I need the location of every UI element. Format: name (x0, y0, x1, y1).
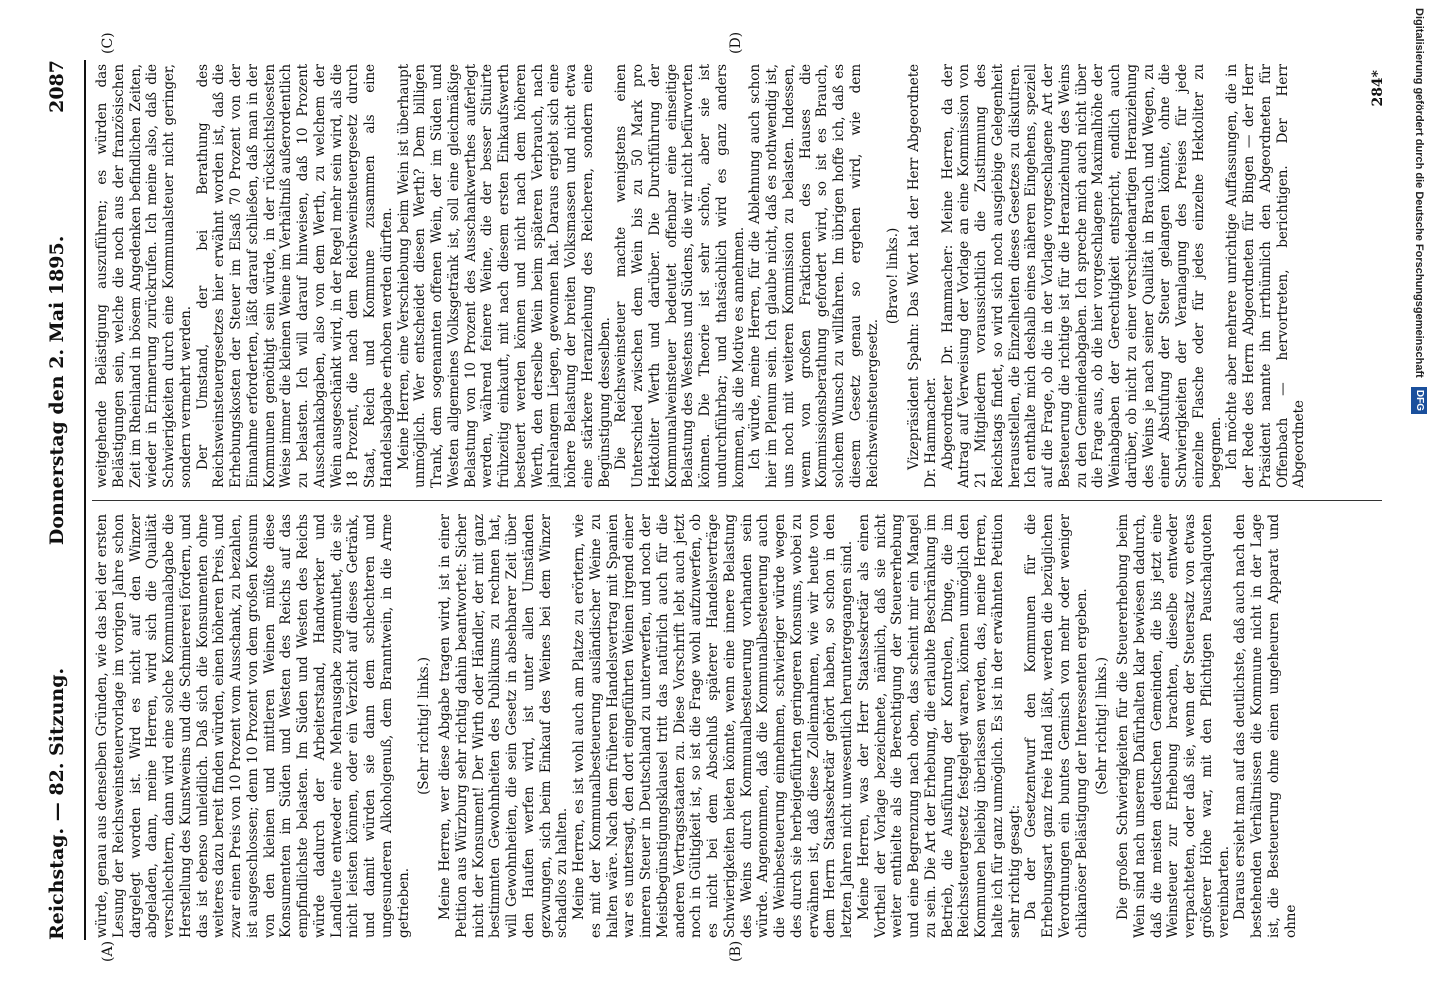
paragraph: Der Umstand, der bei Berathung des Reichsweinsteuergesetzes hier erwähnt worden ist, daß die Erhebungskosten der Steuer im Elsaß 70 Prozent von der Einnahme erforderten, läßt darauf schließen, daß man in der Kommunen genöthigt sein würde, in der rücksichtslosesten Weise immer die kleinen Weine im Verhältniß außerordentlich zu belasten. Ich will darauf hinweisen, daß 10 Prozent Ausschankabgaben, also von dem Werth, zu welchem der Wein ausgeschänkt wird, in der Regel mehr sein wird, als die 18 Prozent, die nach dem Reichsweinsteuergesetz durch Staat, Reich und Kommune zusammen als eine Handelsabgabe erhoben werden dürften. (194, 64, 395, 488)
paragraph: Meine Herren, eine Verschiebung beim Wein ist überhaupt unmöglich. Wer entscheidet diesen Werth? Dem billigen Trank, dem sogenannten offenen Wein, der im Süden und Westen allgemeines Volksgetränk ist, soll eine gleichmäßige Belastung von 10 Prozent des Ausschankwerthes auferlegt werden, während feinere Weine, die der besser Situirte frühzeitig einkauft, mit nach diesem ersten Einkaufswerth besteuert werden können und nicht nach dem höheren Werth, den derselbe Wein beim späteren Verbrauch, nach jahrelangem Liegen, gewonnen hat. Daraus ergiebt sich eine höhere Belastung der breiten Volksmassen und nicht etwa eine stärkere Heranziehung des Reicheren, sondern eine Begünstigung desselben. (395, 64, 613, 488)
dfg-logo: DFG (1411, 387, 1427, 414)
interjection: (Sehr richtig! links.) (416, 657, 433, 795)
interjection: (Bravo! links.) (885, 227, 902, 325)
paragraph: Ich würde, meine Herren, für die Ablehnung auch schon hier im Plenum sein. Ich glaube nicht, daß es nothwendig ist, uns noch mit weiteren Kommission zu belasten. Indessen, wenn von großen Fraktionen des Hauses die Kommissionsberathung gefordert wird, so ist es Brauch, solchem Wunsch zu willfahren. Im übrigen hoffe ich, daß es diesem Gesetz genau so ergehen wird, wie dem Reichsweinsteuergesetz. (747, 64, 881, 488)
margin-marker-d: (D) (728, 31, 744, 54)
margin-marker-b: (B) (728, 940, 744, 962)
header-session: Reichstag. — 82. Sitzung. (46, 667, 68, 940)
header-rule (84, 60, 86, 940)
paragraph: Meine Herren, es ist wohl auch am Platze zu erörtern, wie es mit der Kommunalbesteuerung ausländischer Weine zu halten wäre. Nach dem früheren Handelsvertrag mit Spanien war es untersagt, den dort eingeführten Weinen irgend einer inneren Steuer in Deutschland zu unterwerfen, und noch der Meistbegünstigungsklausel tritt das natürlich auch für die anderen Vertragsstaaten zu. Diese Vorschrift lebt auch jetzt noch in Gültigkeit ist, so ist die Frage wohl aufzuwerfen, ob es nicht bei dem Abschluß späterer Handelsverträge Schwierigkeiten bieten könnte, wenn eine innere Belastung des Weins durch Kommunalbesteuerung vorhanden sein würde. Angenommen, daß die Kommunalbesteuerung auch die Weinbesteuerung einnehmen, schwieriger würde wegen des durch sie herbeigeführten geringeren Konsums, wobei zu erwähnen ist, daß diese Zolleinnahmen, wie wir heute von dem Herrn Staatssekretär gehört haben, so schon in den letzten Jahren nicht unwesentlich heruntergegangen sind. (571, 514, 855, 938)
paragraph: Daraus ersieht man auf das deutlichste, daß auch nach den bestehenden Verhältnissen die Kommune nicht in der Lage ist, die Besteuerung ohne einen ungeheuren Apparat und ohne (1232, 514, 1299, 938)
margin-marker-c: (C) (100, 32, 116, 54)
paragraph: Ich möchte aber mehrere unrichtige Auffassungen, die in der Rede des Herrn Abgeordneten für Bingen — der Herr Präsident nannte ihn irrthümlich den Abgeordneten für Offenbach — hervortreten, berichtigen. Der Herr Abgeordnete (1224, 64, 1308, 488)
digitization-credit (1408, 8, 1430, 992)
paragraph: Die Reichsweinsteuer machte wenigstens einen Unterschied zwischen dem Wein bis zu 50 Mark pro Hektoliter Werth und darüber. Die Durchführung der Kommunalweinsteuer bedeutet offenbar eine einseitige Belastung des Westens und Südens, die wir nicht befürworten können. Die Theorie ist sehr schön, aber sie ist undurchführbar; und thatsächlich wird es ganz anders kommen, als die Motive es annehmen. (613, 64, 747, 488)
credit-text: Digitalisierung gefördert durch die Deutsche Forschungsgemeinschaft (1413, 8, 1425, 378)
header-page-number: 2087 (46, 60, 68, 113)
signature-mark: 284* (1370, 70, 1386, 107)
paragraph: würde, genau aus denselben Gründen, wie das bei der ersten Lesung der Reichsweinsteuervorlage im vorigen Jahre schon dargelegt worden ist. Wird es nicht auf den Winzer abgeladen, dann, meine Herren, wird sich die Qualität verschlechtern, dann wird eine solche Kommunalabgabe die Herstellung des Kunstweins und die Schmiererei fördern, und das ist ebenso unleidlich. Daß sich die Konsumenten ohne weiteres dazu bereit finden würden, einen höheren Preis, und zwar einen Preis von 10 Prozent vom Ausschank, zu bezahlen, ist ausgeschlossen; denn 10 Prozent von dem großen Konsum von den kleinen und mittleren Weinen müßte diese Konsumenten im Süden und Westen des Reichs auf das empfindlichste belasten. Im Süden und Westen des Reichs würde dadurch der Arbeiterstand, Handwerker und Landleute entweder eine Mehrausgabe zugemuthet, die sie nicht leisten können, oder ein Verzicht auf dieses Getränk, und damit würden sie dann dem schlechteren und ungesunderen Alkoholgenuß, dem Branntwein, in die Arme getrieben. (94, 514, 412, 938)
speaker-paragraph: Vizepräsident Spahn: Das Wort hat der Herr Abgeordnete Dr. Hammacher. (906, 64, 939, 488)
left-column (94, 514, 1394, 938)
page-header (46, 60, 76, 940)
speaker-paragraph: Abgeordneter Dr. Hammacher: Meine Herren, da der Antrag auf Verweisung der Vorlage an eine Kommission von 21 Mitgliedern voraussichtlich die Zustimmung des Reichstags findet, so wird sich noch ausgiebige Gelegenheit herausstellen, die Einzelheiten dieses Gesetzes zu diskutiren. Ich enthalte mich deshalb eines näheren Eingehens, speziell auf die Frage, ob die in der Vorlage vorgeschlagene Art der Besteuerung die richtige ist für die Heranziehung des Weins zu den Gemeindeabgaben. Ich spreche mich auch nicht über die Frage aus, ob die hier vorgeschlagene Maximalhöhe der Weinabgaben der Gerechtigkeit entspricht, endlich auch darüber, ob nicht zu einer verschiedenartigen Heranziehung des Weins je nach seiner Qualität in Brauch und Wegen, zu einer Abstufung der Steuer gelangen könnte, ohne die Schwierigkeiten der Veranlagung des Preises für jede einzelne Flasche oder für jedes einzelne Hektoliter zu begegnen. (939, 64, 1224, 488)
margin-marker-a: (A) (100, 940, 116, 962)
interjection: (Sehr richtig! links.) (1094, 657, 1111, 795)
header-date: Donnerstag den 2. Mai 1895. (46, 235, 68, 546)
paragraph: Meine Herren, was der Herr Staatssekretär als einen Vortheil der Vorlage bezeichnete, nämlich, daß sie nicht weiter enthielte als die Berechtigung der Steuererhebung und eine Begrenzung nach oben, das scheint mir ein Mangel zu sein. Die Art der Erhebung, die erlaubte Beschränkung im Betrieb, die Ausführung der Kontrolen, Dinge, die im Reichssteuergesetz festgelegt waren, können unmöglich den Kommunen beliebig überlassen werden, das, meine Herren, halte ich für ganz unmöglich. Es ist in der erwähnten Petition sehr richtig gesagt: (855, 514, 1023, 938)
paragraph: weitgehende Belästigung auszuführen; es würden das Belästigungen sein, welche die noch aus der französischen Zeit im Rheinland in bösem Angedenken befindlichen Zeiten, wieder in Erinnerung zurückrufen. Ich meine also, daß die Schwierigkeiten durch eine Kommunalsteuer nicht geringer, sondern vermehrt werden. (94, 64, 194, 488)
quotation: Da der Gesetzentwurf den Kommunen für die Erhebungsart ganz freie Hand läßt, werden die bezüglichen Verordnungen ein buntes Gemisch von mehr oder weniger chikanöser Belästigung der Interessenten ergeben. (1023, 514, 1090, 938)
paragraph: Die großen Schwierigkeiten für die Steuererhebung beim Wein sind nach unserem Dafürhalten klar bewiesen dadurch, daß die meisten deutschen Gemeinden, die bis jetzt eine Weinsteuer zur Erhebung brachten, dieselbe entweder verpachteten, oder daß sie, wenn der Steuersatz von etwas größerer Höhe war, mit den Pflichtigen Pauschalquoten vereinbarten. (1115, 514, 1232, 938)
column-divider (92, 500, 1382, 501)
right-column (94, 64, 1394, 488)
paragraph: Meine Herren, wer diese Abgabe tragen wird, ist in einer Petition aus Würzburg sehr richtig dahin beantwortet: Sicher nicht der Konsument! Der Wirth oder Händler, der mit ganz bestimmten Gewohnheiten des Publikums zu rechnen hat, will Gewohnheiten, die sein Gesetz in absehbarer Zeit über den Haufen werfen wird, ist unter allen Umständen gezwungen, sich beim Einkauf des Weines bei dem Winzer schadlos zu halten. (437, 514, 571, 938)
